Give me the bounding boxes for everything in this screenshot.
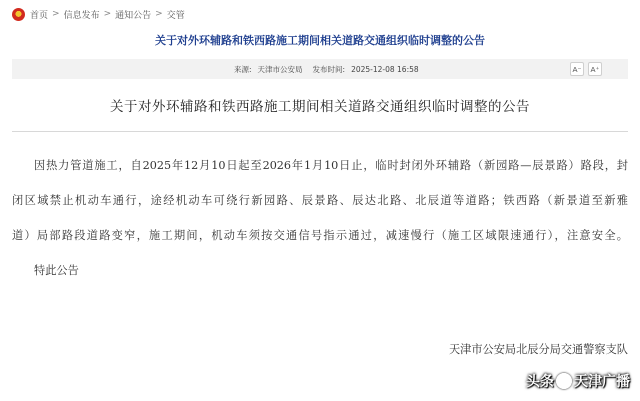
at-icon [556, 373, 572, 389]
page-headline: 关于对外环辅路和铁西路施工期间相关道路交通组织临时调整的公告 [155, 34, 485, 47]
article-body [12, 148, 628, 288]
font-increase-button[interactable]: A⁺ [588, 62, 602, 76]
meta-bar [12, 59, 628, 79]
title-divider [12, 131, 628, 132]
breadcrumb-separator: > [155, 9, 163, 19]
source-label: 来源: [234, 64, 252, 74]
closing-text: 特此公告 [34, 264, 79, 277]
breadcrumb-traffic[interactable]: 交管 [166, 10, 185, 21]
time-value: 2025-12-08 16:58 [351, 64, 419, 74]
article-title: 关于对外环辅路和铁西路施工期间相关道路交通组织临时调整的公告 [110, 99, 530, 115]
body-line: 闭区域禁止机动车通行，途经机动车可绕行新园路、辰景路、辰达北路、北辰道等道路；铁西路（新景道至新雅 [12, 194, 628, 207]
watermark [526, 370, 630, 392]
font-decrease-button[interactable]: A⁻ [570, 62, 584, 76]
watermark-prefix: 头条 [526, 374, 554, 390]
body-line: 道）局部路段道路变窄，施工期间，机动车须按交通信号指示通过，减速慢行（施工区域限速通行），注意安全。 [12, 229, 628, 242]
breadcrumb-home[interactable]: 首页 [30, 10, 49, 21]
body-line: 因热力管道施工，自2025年12月10日起至2026年1月10日止，临时封闭外环辅路（新园路—辰景路）路段，封 [34, 159, 628, 172]
watermark-handle: 天津广播 [574, 374, 630, 390]
article-meta [234, 59, 425, 79]
breadcrumb-separator: > [52, 9, 60, 19]
breadcrumb-separator: > [103, 9, 112, 19]
police-emblem-icon [12, 8, 25, 21]
source-value: 天津市公安局 [257, 64, 303, 74]
time-label: 发布时间: [312, 64, 346, 74]
breadcrumb-info-release[interactable]: 信息发布 [63, 10, 100, 21]
breadcrumb-notices[interactable]: 通知公告 [115, 10, 152, 21]
breadcrumb [12, 6, 185, 22]
signature: 天津市公安局北辰分局交通警察支队 [448, 343, 628, 356]
